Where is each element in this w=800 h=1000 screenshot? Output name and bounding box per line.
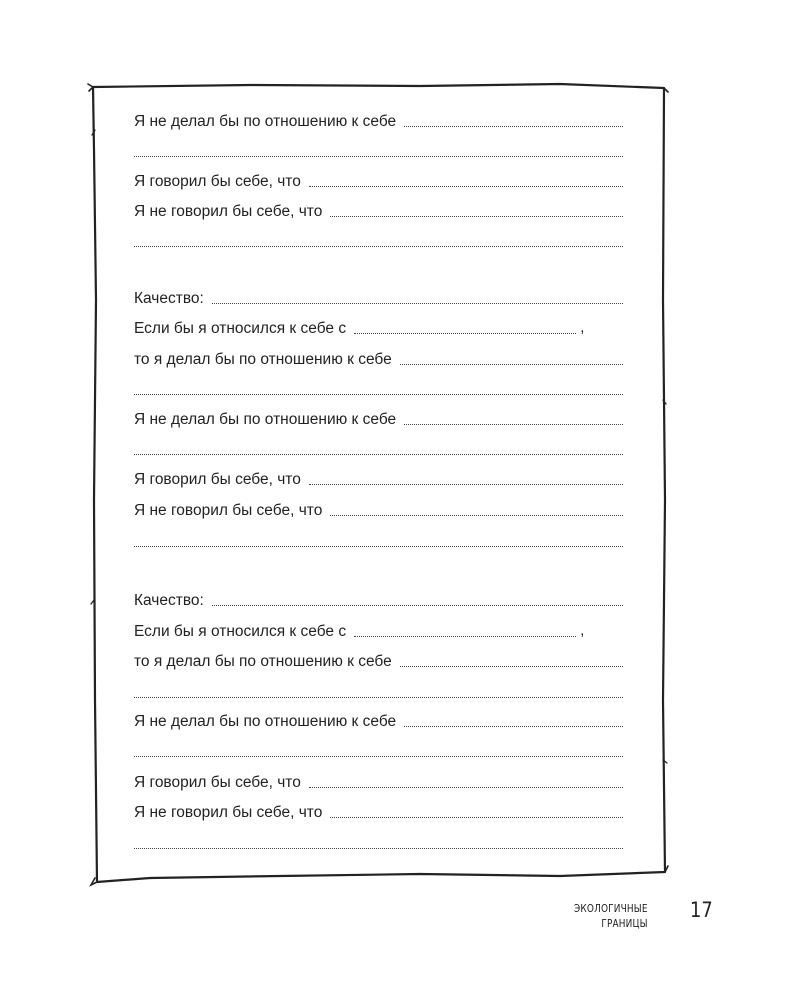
answer-continuation-line[interactable] (134, 436, 623, 460)
prompt-label: Я не делал бы по отношению к себе (134, 112, 397, 130)
answer-field[interactable] (134, 546, 623, 547)
answer-field[interactable] (404, 726, 623, 727)
answer-field[interactable] (354, 333, 576, 334)
answer-field[interactable] (134, 246, 623, 247)
prompt-label: Если бы я относился к себе с (134, 319, 347, 337)
answer-field[interactable] (354, 636, 576, 637)
prompt-label: Я говорил бы себе, что (134, 470, 301, 488)
answer-field[interactable] (134, 848, 623, 849)
answer-field[interactable] (134, 394, 623, 395)
prompt-then-doing (134, 648, 623, 672)
prompt-label: Я не делал бы по отношению к себе (134, 410, 397, 428)
answer-continuation-line[interactable] (134, 138, 623, 162)
prompt-label: то я делал бы по отношению к себе (134, 350, 392, 368)
prompt-label: Качество: (134, 289, 204, 307)
answer-field[interactable] (400, 666, 623, 667)
answer-field[interactable] (330, 216, 623, 217)
prompt-label: Я не говорил бы себе, что (134, 202, 323, 220)
answer-continuation-line[interactable] (134, 228, 623, 252)
answer-field[interactable] (212, 605, 623, 606)
prompt-not-doing (134, 108, 623, 132)
prompt-if-treated (134, 315, 623, 339)
prompt-not-doing (134, 406, 623, 430)
running-title-line: ЭКОЛОГИЧНЫЕ (574, 903, 648, 915)
answer-field[interactable] (134, 756, 623, 757)
prompt-label: Я говорил бы себе, что (134, 172, 301, 190)
prompt-label: то я делал бы по отношению к себе (134, 652, 392, 670)
answer-field[interactable] (309, 787, 623, 788)
comma: , (580, 318, 585, 336)
prompt-would-not-say (134, 198, 623, 222)
answer-field[interactable] (134, 156, 623, 157)
prompt-would-not-say (134, 799, 623, 823)
page-number: 17 (690, 898, 713, 922)
prompt-label: Если бы я относился к себе с (134, 622, 347, 640)
prompt-would-say (134, 466, 623, 490)
prompt-label: Я не говорил бы себе, что (134, 501, 323, 519)
answer-field[interactable] (134, 454, 623, 455)
prompt-label: Я говорил бы себе, что (134, 773, 301, 791)
prompt-quality (134, 285, 623, 309)
prompt-label: Качество: (134, 591, 204, 609)
answer-continuation-line[interactable] (134, 376, 623, 400)
running-title (574, 902, 648, 932)
answer-continuation-line[interactable] (134, 738, 623, 762)
running-title-line: ГРАНИЦЫ (601, 918, 648, 930)
answer-continuation-line[interactable] (134, 679, 623, 703)
answer-field[interactable] (134, 697, 623, 698)
prompt-would-say (134, 769, 623, 793)
prompt-quality (134, 587, 623, 611)
prompt-then-doing (134, 346, 623, 370)
answer-field[interactable] (400, 364, 623, 365)
prompt-not-doing (134, 708, 623, 732)
comma: , (580, 621, 585, 639)
answer-field[interactable] (309, 484, 623, 485)
prompt-label: Я не говорил бы себе, что (134, 803, 323, 821)
prompt-would-not-say (134, 497, 623, 521)
answer-field[interactable] (404, 126, 623, 127)
answer-field[interactable] (309, 186, 623, 187)
answer-field[interactable] (404, 424, 623, 425)
answer-continuation-line[interactable] (134, 830, 623, 854)
prompt-would-say (134, 168, 623, 192)
answer-continuation-line[interactable] (134, 528, 623, 552)
prompt-if-treated (134, 618, 623, 642)
answer-field[interactable] (212, 303, 623, 304)
prompt-label: Я не делал бы по отношению к себе (134, 712, 397, 730)
answer-field[interactable] (330, 817, 623, 818)
answer-field[interactable] (330, 515, 623, 516)
